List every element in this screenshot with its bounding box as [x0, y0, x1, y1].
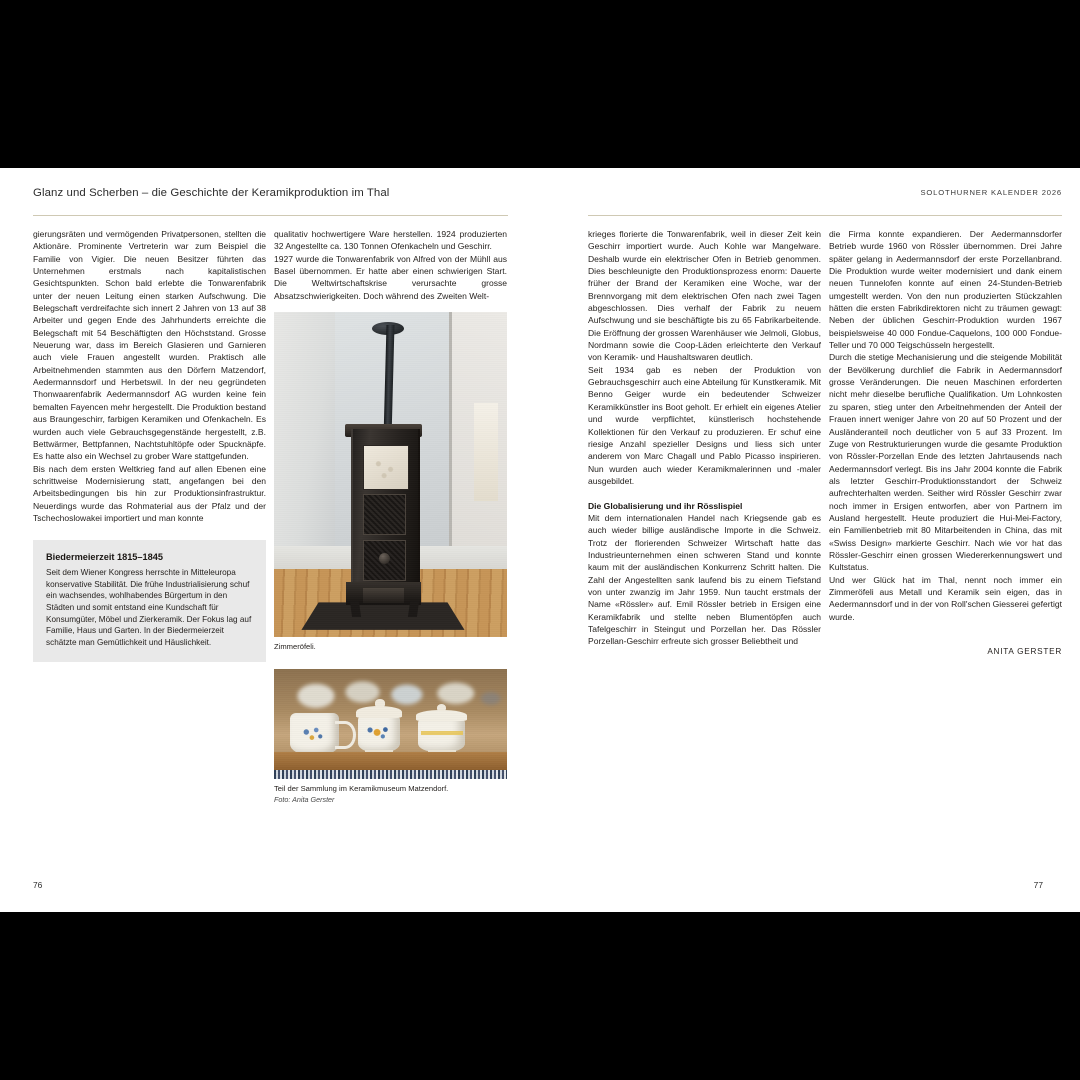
paragraph: krieges florierte die Tonwarenfabrik, weil in dieser Zeit kein Geschirr importiert wurde. Auch Kohle war Mangelware. Deshalb wurde ein elektrischer Ofen in Betrieb genommen. Dies beschleunigte den Produktionsprozess enorm: Dauerte früher der Brand der Keramiken eine Woche, war der Brennvorgang mit dem elektrischen Ofen nach zwei Tagen abgeschlossen. Dies verhalf der Fabrik zu neuem Aufschwung und sie beschäftigte bis zu 65 Fabrikarbeitende. Die Eröffnung der grossen Warenhäuser wie Jelmoli, Globus, Nordmann sowie die Coop-Läden erleichterte den Verkauf von Keramik- und Haushaltswaren deutlich.: [588, 229, 821, 363]
paragraph: gierungsräten und vermögenden Privatpersonen, stellten die Aktionäre. Prominente Vertreterin war zum Beispiel die Familie von Vigier. Die neuen Besitzer führten das Unternehmen erstmals nach kapitalistischen Gesichtspunkten. Schon bald erlebte die Tonwarenfabrik unter der neuen Leitung einen starken Aufschwung. Die Belegschaft verdreifachte sich innert 2 Jahren von 13 auf 38 Arbeiter und gegen Ende des Jahrhunderts erreichte die Belegschaft mit 54 Beschäftigten den Höchststand. Grosse Neuerung war, dass im Bereich Glasieren und Garnieren auch viele Frauen angestellt wurden. Praktisch alle Arbeitnehmenden stammten aus den Dörfern Matzendorf, Aedermannsdorf und Herbetswil. In der neu gegründeten Thonwaarenfabrik Aedermannsdorf AG wurden keine fein bemalten Fayencen mehr hergestellt. Die Produktion bestand aus Braungeschirr, farbigen Keramiken und Ofenkacheln. Es wurden auch viele Gebrauchsgegenstände hergestellt, z.B. Bettwärmer, Bettpfannen, Nachtstuhltöpfe oder Spucknäpfe. Es hatte also ein Wechsel zu grober Ware stattgefunden.: [33, 229, 266, 462]
info-box-title: Biedermeierzeit 1815–1845: [46, 552, 163, 563]
text-columns-left: [33, 228, 508, 805]
figure-credit: Foto: Anita Gerster: [274, 794, 335, 804]
section-subhead: Die Globalisierung und ihr Rösslispiel: [588, 500, 743, 511]
column-2: [274, 228, 507, 805]
figure-cups: [274, 669, 507, 804]
paragraph: Und wer Glück hat im Thal, nennt noch immer ein Zimmeröfeli aus Metall und Keramik sein eigen, das in Aedermannsdorf und in der von Roll'schen Giesserei gefertigt wurde.: [829, 574, 1062, 622]
paragraph: die Firma konnte expandieren. Der Aedermannsdorfer Betrieb wurde 1960 von Rössler übernommen. Drei Jahre später gelang in Aedermannsdorf der erste Porzellanbrand. Die Produktion wurde weiter modernisiert und dank einem neuen Tunnelofen konnte auf einen 24-Stunden-Betrieb umgestellt werden. Von den nun produzierten Stückzahlen hätten die ersten Fabrikdirektoren nicht zu träumen gewagt: Neben der üblichen Geschirr-Produktion wurden 1967 beispielsweise 40 000 Fondue-Caquelons, 100 000 Fondue-Teller und 70 000 Teigschüsseln hergestellt.: [829, 229, 1062, 351]
running-head-rule: [588, 215, 1062, 216]
paragraph: Bis nach dem ersten Weltkrieg fand auf allen Ebenen eine schrittweise Modernisierung statt, angefangen bei den Arbeitsbedingungen bis hin zur Produktionsinfrastruktur. Neuerdings wurde das Rohmaterial aus der Pfalz und der Tschechoslowakei importiert und man konnte: [33, 463, 266, 523]
figure-caption: Zimmeröfeli.: [274, 642, 316, 652]
photo-keramiksammlung: [274, 669, 507, 779]
column-3: [588, 228, 821, 656]
page-left: [0, 168, 540, 912]
figure-caption: Teil der Sammlung im Keramikmuseum Matzendorf.: [274, 784, 449, 794]
figure-stove: [274, 312, 507, 652]
running-head-title: Glanz und Scherben – die Geschichte der Keramikproduktion im Thal: [33, 187, 390, 199]
text-columns-right: [588, 228, 1063, 656]
column-4: [829, 228, 1062, 656]
paragraph: 1927 wurde die Tonwarenfabrik von Alfred von der Mühll aus Basel übernommen. Er hatte aber einen schwierigen Start. Die Weltwirtschaftskrise verursachte grosse Absatzschwierigkeiten. Doch während des Zweiten Welt-: [274, 253, 507, 301]
column-1: [33, 228, 266, 805]
info-box-text: Seit dem Wiener Kongress herrschte in Mitteleuropa konservative Stabilität. Die frühe Industrialisierung schuf ein wachsendes, wohlhabendes Bürgertum in den Städten und somit entstand eine Kundschaft für Konsumgüter, Möbel und Zierkeramik. Der Fokus lag auf Familie, Haus und Garten. In der Biedermeierzeit schätzte man Gemütlichkeit und Häuslichkeit.: [46, 568, 252, 647]
paragraph: Seit 1934 gab es neben der Produktion von Gebrauchsgeschirr auch eine Abteilung für Kunstkeramik. Mit Benno Geiger wurde ein bedeutender Schweizer Keramikkünstler ins Boot geholt. Er erhielt ein eigenes Atelier und wurde verpflichtet, künstlerisch hochstehende Kollektionen für den Verkauf zu produzieren. Er schuf eine riesige Anzahl spezieller Designs und liess sich unter anderem von Marc Chagall und Pablo Picasso inspirieren. Nun wurden auch wieder Keramikmalerinnen und -maler ausgebildet.: [588, 364, 821, 486]
photo-zimmeroefeli: [274, 312, 507, 637]
magazine-spread: [0, 168, 1080, 912]
running-head-right: [588, 186, 1062, 216]
paragraph: qualitativ hochwertigere Ware herstellen. 1924 produzierten 32 Angestellte ca. 130 Tonnen Ofenkacheln und Geschirr.: [274, 229, 507, 252]
folio-left: 76: [33, 880, 43, 890]
paragraph: Mit dem internationalen Handel nach Kriegsende gab es auch wieder billige ausländische Importe in die Schweiz. Trotz der florierenden Schweizer Wirtschaft hatte das Industrieunternehmen einen schweren Stand und konnte kaum mit der ausländischen Konkurrenz Schritt halten. Die Zahl der Angestellten sank laufend bis zu einem Tiefstand von unter zwanzig im Jahr 1959. Nun taucht erstmals der Name «Rössler» auf. Emil Rössler betrieb in Ersigen eine Keramikfabrik und stellte neben Blumentöpfen auch Tafelgeschirr in Steingut und Porzellan her. Das Rössler Porzellan-Geschirr erfreute sich grosser Beliebtheit und: [588, 512, 821, 647]
running-head-kicker: SOLOTHURNER KALENDER 2026: [920, 188, 1062, 197]
page-right: [540, 168, 1080, 912]
running-head-left: [33, 186, 508, 216]
folio-right: 77: [1033, 880, 1043, 890]
author-signature: ANITA GERSTER: [987, 647, 1062, 656]
info-box-biedermeier: [33, 540, 266, 662]
running-head-rule: [33, 215, 508, 216]
paragraph: Durch die stetige Mechanisierung und die steigende Mobilität der Bevölkerung durchlief die Fabrik in Aedermannsdorf grosse Veränderungen. Die neuen Maschinen erforderten nicht mehr dieselbe berufliche Qualifikation. Um Lohnkosten zu sparen, stieg unter den Arbeitnehmenden der Anteil der Frauen innert weniger Jahre von 20 auf 50 Prozent und der Ausländeranteil noch deutlicher von 5 auf 33 Prozent. Im Zuge von Restrukturierungen wurde die gesamte Produktion von Rössler-Porzellan Ende des letzten Jahrtausends nach Aedermannsdorf verlegt. Bis ins Jahr 2004 konnte die Fabrik als letzter Geschirr-Produktionsstandort der Schweiz aufrechterhalten werden. Seither wird Rössler Geschirr zwar noch immer in Ersigen entworfen, aber von Partnern im Ausland hergestellt. Heute produziert die Hui-Mei-Factory, ein Familienbetrieb mit 80 Mitarbeitenden in China, das mit «Swiss Design» markierte Geschirr. Nach wie vor hat das Rössler-Geschirr einen grossen Wiedererkennungswert und Kultstatus.: [829, 352, 1062, 573]
